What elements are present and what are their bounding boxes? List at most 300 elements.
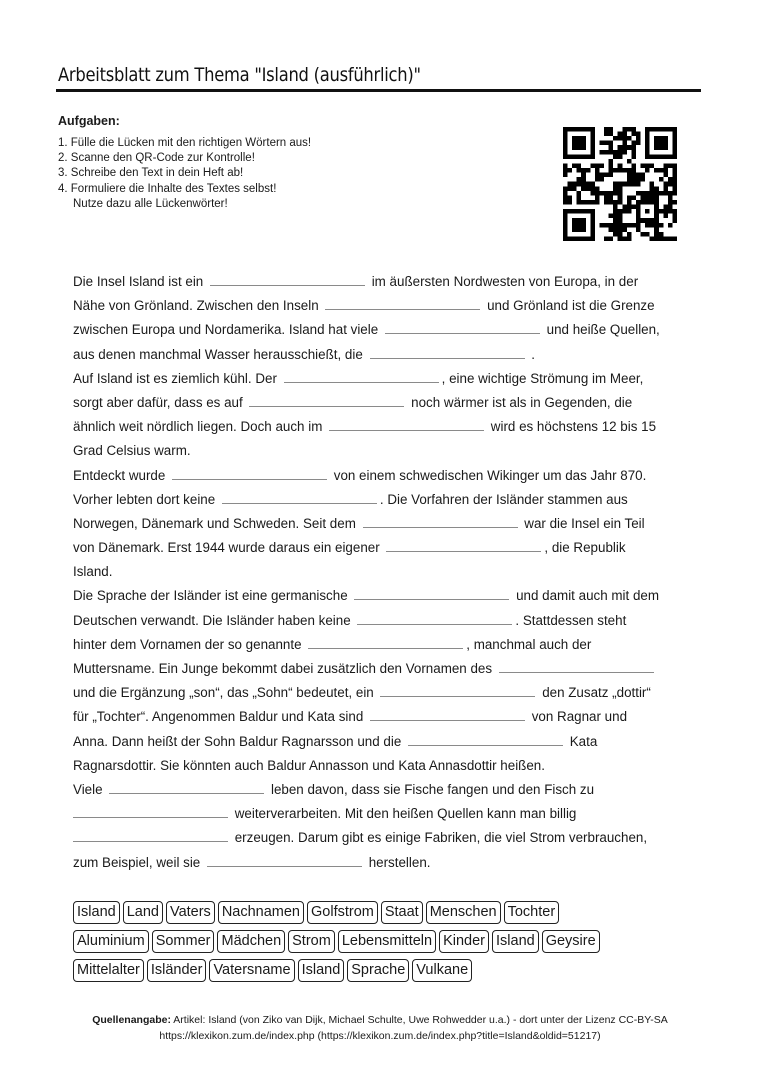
worksheet-title: Arbeitsblatt zum Thema "Island (ausführlich)" [58,64,421,86]
qr-module [581,227,586,232]
task-item: 1. Fülle die Lücken mit den richtigen Wörtern aus! [58,137,312,149]
blank-field[interactable] [308,636,463,649]
word-chip[interactable]: Kinder [439,930,489,953]
qr-module [654,136,659,141]
qr-module [586,127,591,132]
qr-module [577,177,582,182]
qr-module [613,214,618,219]
qr-module [663,145,668,150]
qr-module [654,154,659,159]
qr-module [609,163,614,168]
qr-module [650,200,655,205]
qr-module [631,223,636,228]
qr-module [654,227,659,232]
text-line [73,270,713,294]
qr-module [654,127,659,132]
qr-module [659,232,664,237]
qr-module [581,177,586,182]
text-segment: Die Sprache der Isländer ist eine germanische [73,588,352,604]
text-segment: Deutschen verwandt. Die Isländer haben keine [73,612,355,628]
qr-module [622,182,627,187]
qr-module [595,173,600,178]
qr-module [627,200,632,205]
text-line [73,536,713,560]
blank-field[interactable] [73,829,228,842]
qr-module [563,218,568,223]
qr-module [568,195,573,200]
title-divider [56,89,701,92]
blank-field[interactable] [109,781,264,794]
text-segment: . Stattdessen steht [515,612,627,628]
qr-module [613,227,618,232]
qr-module [659,177,664,182]
qr-module [641,218,646,223]
blank-field[interactable] [380,684,535,697]
qr-module [590,227,595,232]
qr-module [586,168,591,173]
blank-field[interactable] [207,854,362,867]
qr-module [586,186,591,191]
blank-field[interactable] [354,587,509,600]
qr-module [618,236,623,241]
qr-module [668,191,673,196]
qr-module [663,214,668,219]
qr-module [641,200,646,205]
qr-module [627,177,632,182]
qr-module [636,200,641,205]
qr-module [627,236,632,241]
word-chip[interactable]: Land [123,901,163,924]
qr-module [636,136,641,141]
blank-field[interactable] [386,539,541,552]
qr-module [654,191,659,196]
blank-field[interactable] [370,346,525,359]
text-segment: zum Beispiel, weil sie [73,854,204,870]
qr-module [641,163,646,168]
text-segment: hinter dem Vornamen der so genannte [73,636,306,652]
qr-module [650,191,655,196]
text-segment: und damit auch mit dem [512,588,659,604]
qr-module [572,182,577,187]
qr-module [604,141,609,146]
qr-module [613,232,618,237]
qr-module [622,236,627,241]
qr-module [577,200,582,205]
text-segment: aus denen manchmal Wasser herausschießt, die [73,346,367,362]
qr-module [604,200,609,205]
qr-module [645,168,650,173]
qr-module [609,141,614,146]
word-chip[interactable]: Mädchen [217,930,285,953]
qr-module [572,227,577,232]
qr-module [663,191,668,196]
word-bank-row [73,959,713,982]
qr-module [613,186,618,191]
qr-module [618,186,623,191]
qr-module [590,150,595,155]
qr-module [572,145,577,150]
qr-module [672,236,677,241]
text-segment: Island. [73,564,113,580]
qr-module [563,195,568,200]
word-chip[interactable]: Vaters [166,901,215,924]
word-chip[interactable]: Nachnamen [218,901,304,924]
blank-field[interactable] [73,805,228,818]
qr-module [636,132,641,137]
qr-module [577,195,582,200]
text-line [73,730,713,754]
text-segment: und heiße Quellen, [542,322,660,338]
qr-module [586,209,591,214]
text-line [73,826,713,850]
qr-module [590,154,595,159]
word-chip[interactable]: Mittelalter [73,959,144,982]
qr-module [590,223,595,228]
qr-module [563,173,568,178]
text-line [73,754,713,778]
qr-module [627,159,632,164]
blank-field[interactable] [325,297,480,310]
qr-module [604,195,609,200]
qr-module [672,141,677,146]
qr-module [645,141,650,146]
qr-module [631,163,636,168]
qr-module [563,150,568,155]
text-line [73,657,713,681]
qr-module [563,145,568,150]
qr-module [595,191,600,196]
blank-field[interactable] [329,418,484,431]
qr-module [641,195,646,200]
task-item: 2. Scanne den QR-Code zur Kontrolle! [58,152,255,165]
blank-field[interactable] [385,321,540,334]
qr-module [563,132,568,137]
qr-module [663,141,668,146]
qr-module [631,173,636,178]
text-line [73,318,713,342]
qr-module [581,223,586,228]
qr-module [568,127,573,132]
qr-module [613,205,618,210]
text-line [73,367,713,391]
qr-module [613,218,618,223]
qr-module [645,191,650,196]
qr-module [568,168,573,173]
source-attribution [0,1012,760,1044]
text-segment: weiterverarbeiten. Mit den heißen Quellen kann man billig [231,806,577,822]
word-chip[interactable]: Island [73,901,120,924]
qr-module [563,127,568,132]
word-chip[interactable]: Island [298,959,345,982]
qr-module [631,168,636,173]
text-segment: Anna. Dann heißt der Sohn Baldur Ragnarsson und die [73,733,406,749]
text-line [73,560,713,584]
qr-module [613,191,618,196]
qr-module [618,214,623,219]
cloze-text [73,270,713,875]
qr-module [563,154,568,159]
qr-module [595,186,600,191]
qr-module [636,218,641,223]
text-segment: , eine wichtige Strömung im Meer, [441,370,644,386]
qr-module [563,200,568,205]
qr-module [668,163,673,168]
word-chip[interactable]: Isländer [147,959,207,982]
word-chip[interactable]: Lebensmitteln [338,930,436,953]
text-line [73,705,713,729]
qr-module [663,136,668,141]
word-bank-row [73,901,713,924]
qr-module [618,209,623,214]
qr-module [668,177,673,182]
qr-module [590,186,595,191]
blank-field[interactable] [408,733,563,746]
qr-module [659,236,664,241]
task-item: 4. Formuliere die Inhalte des Textes selbst! [58,182,277,195]
qr-module [622,145,627,150]
qr-module [668,195,673,200]
qr-module [645,163,650,168]
word-chip[interactable]: Staat [381,901,423,924]
blank-field[interactable] [284,370,439,383]
text-segment: Muttersname. Ein Junge bekommt dabei zusätzlich den Vornamen des [73,661,496,676]
text-segment: Grad Celsius warm. [73,443,191,459]
qr-module [563,209,568,214]
qr-module [595,168,600,173]
qr-module [581,182,586,187]
qr-module [663,209,668,214]
qr-module [645,209,650,214]
qr-module [645,195,650,200]
qr-module [581,236,586,241]
qr-module [672,177,677,182]
qr-module [622,150,627,155]
text-line [73,512,713,536]
qr-module [645,200,650,205]
blank-field[interactable] [249,394,404,407]
qr-module [609,195,614,200]
qr-module [641,173,646,178]
blank-field[interactable] [172,467,327,480]
qr-module [563,168,568,173]
qr-module [631,141,636,146]
text-line [73,439,713,463]
text-segment: wird es höchstens 12 bis 15 [487,419,657,435]
qr-module [590,163,595,168]
qr-module [618,191,623,196]
blank-field[interactable] [363,515,518,528]
text-line [73,391,713,415]
word-chip[interactable]: Golfstrom [307,901,378,924]
text-segment: leben davon, dass sie Fische fangen und den Fisch zu [267,781,595,797]
qr-module [645,154,650,159]
text-line [73,802,713,826]
qr-module [563,136,568,141]
qr-module [672,218,677,223]
qr-module [609,191,614,196]
qr-module [668,154,673,159]
text-line [73,778,713,802]
qr-module [654,168,659,173]
qr-module [577,236,582,241]
word-chip[interactable]: Tochter [504,901,560,924]
blank-field[interactable] [357,612,512,625]
qr-module [609,214,614,219]
blank-field[interactable] [222,491,377,504]
qr-module [668,200,673,205]
qr-module [618,200,623,205]
qr-module [577,191,582,196]
task-item: 3. Schreibe den Text in dein Heft ab! [58,167,244,180]
word-bank-row [73,930,713,953]
qr-module [595,177,600,182]
qr-module [654,200,659,205]
qr-module [609,159,614,164]
text-line [73,681,713,705]
qr-module [586,236,591,241]
qr-module [622,141,627,146]
qr-module [659,136,664,141]
qr-module [577,145,582,150]
qr-module [595,200,600,205]
qr-module [581,209,586,214]
qr-module [631,195,636,200]
word-chip[interactable]: Vatersname [209,959,294,982]
qr-module [636,173,641,178]
qr-module [568,186,573,191]
text-segment: Viele [73,781,107,797]
text-segment: Entdeckt wurde [73,467,170,483]
text-segment: , manchmal auch der [466,636,592,652]
qr-module [659,145,664,150]
qr-module [595,195,600,200]
qr-module [663,163,668,168]
blank-field[interactable] [499,660,654,673]
qr-module [618,227,623,232]
qr-module [668,223,673,228]
qr-module [568,209,573,214]
qr-module [618,145,623,150]
qr-module [622,205,627,210]
qr-module [572,236,577,241]
word-chip[interactable]: Island [492,930,539,953]
qr-module [654,186,659,191]
qr-module [577,127,582,132]
qr-module [668,127,673,132]
qr-module [659,209,664,214]
qr-module [577,163,582,168]
qr-module [659,168,664,173]
qr-module [572,136,577,141]
qr-module [668,205,673,210]
qr-module [577,136,582,141]
text-line [73,464,713,488]
text-line [73,609,713,633]
source-url: https://klexikon.zum.de/index.php (https://klexikon.zum.de/index.php?title=Island&oldid=51217) [159,1030,601,1042]
qr-module [577,218,582,223]
word-chip[interactable]: Geysire [542,930,600,953]
qr-module [636,209,641,214]
qr-module [663,168,668,173]
text-segment: Norwegen, Dänemark und Schweden. Seit dem [73,515,360,531]
qr-module [581,136,586,141]
qr-module [599,191,604,196]
qr-module [627,173,632,178]
qr-module [622,136,627,141]
qr-module [659,191,664,196]
qr-module [590,191,595,196]
word-chip[interactable]: Vulkane [412,959,472,982]
blank-field[interactable] [370,708,525,721]
qr-module [650,163,655,168]
qr-module [590,200,595,205]
qr-module [581,168,586,173]
blank-field[interactable] [210,273,365,286]
qr-module [609,236,614,241]
qr-module [572,163,577,168]
text-segment: und die Ergänzung „son“, das „Sohn“ bedeutet, ein [73,685,378,701]
qr-module [654,236,659,241]
qr-module [604,236,609,241]
word-chip[interactable]: Sprache [347,959,409,982]
text-segment: Ragnarsdottir. Sie könnten auch Baldur Annasson und Kata Annasdottir heißen. [73,757,545,773]
qr-module [563,227,568,232]
qr-module [650,182,655,187]
text-segment: . Die Vorfahren der Isländer stammen aus [379,491,628,507]
word-chip[interactable]: Strom [288,930,335,953]
qr-module [663,173,668,178]
qr-module [622,209,627,214]
qr-module [627,232,632,237]
word-chip[interactable]: Sommer [152,930,215,953]
qr-module [641,232,646,237]
qr-module [645,223,650,228]
text-segment: den Zusatz „dottir“ [538,685,651,701]
qr-module [622,227,627,232]
qr-module [672,136,677,141]
qr-module [641,177,646,182]
text-segment: , die Republik [544,540,626,556]
qr-code-icon[interactable] [563,127,677,241]
qr-module [663,205,668,210]
qr-module [563,223,568,228]
word-bank [73,901,713,988]
word-chip[interactable]: Aluminium [73,930,149,953]
qr-module [654,205,659,210]
qr-module [590,145,595,150]
text-line [73,488,713,512]
qr-module [604,132,609,137]
qr-module [609,132,614,137]
word-chip[interactable]: Menschen [426,901,501,924]
qr-module [618,168,623,173]
qr-module [604,173,609,178]
qr-module [572,141,577,146]
qr-module [590,182,595,187]
qr-module [663,154,668,159]
qr-module [672,191,677,196]
qr-module [618,218,623,223]
qr-module [586,200,591,205]
qr-module [577,168,582,173]
qr-module [577,154,582,159]
qr-module [572,154,577,159]
qr-module [618,150,623,155]
text-segment: von Dänemark. Erst 1944 wurde daraus ein eigener [73,540,384,556]
qr-module [590,132,595,137]
qr-module [645,218,650,223]
qr-module [604,127,609,132]
